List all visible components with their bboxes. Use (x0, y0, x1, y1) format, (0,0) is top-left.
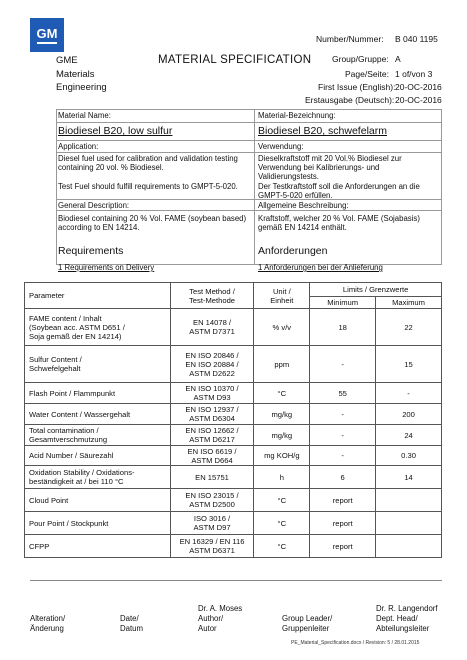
method-text: EN ISO 12937 / (185, 405, 239, 414)
frame-divider (56, 140, 442, 141)
method-text: EN 16329 / EN 116 (179, 537, 245, 546)
col-unit-header-line: Einheit (270, 295, 294, 305)
col-unit-header-line: Unit / (272, 286, 291, 296)
method-text: ASTM D6371 (189, 546, 235, 555)
method-cell (170, 309, 254, 346)
col-min-header: Minimum (310, 297, 376, 309)
max-cell: 200 (376, 404, 442, 425)
frame-column-divider (254, 109, 255, 265)
parameter-cell (25, 309, 171, 346)
min-cell: - (310, 404, 376, 425)
method-text: EN 14078 / (193, 318, 232, 327)
file-reference: PE_Material_Specification.docx / Revision: 5 / 28.01.2015 (291, 640, 420, 646)
anforderungen-subheading: 1 Anforderungen bei der Anlieferung (258, 263, 383, 272)
dept-head-label-de: Abteilungsleiter (376, 624, 430, 633)
unit-cell: mg/kg (254, 404, 310, 425)
parameter-text: Gesamtverschmutzung (29, 435, 108, 444)
parameter-text: Pour Point / Stockpunkt (29, 518, 109, 528)
table-row (25, 489, 442, 512)
general-description-text: Biodiesel containing 20 % Vol. FAME (soybean based) (58, 214, 247, 223)
unit-cell: % v/v (254, 309, 310, 346)
parameter-text: CFPP (29, 541, 50, 551)
parameter-cell (25, 489, 171, 512)
general-description-label: General Description: (58, 201, 130, 210)
method-cell (170, 404, 254, 425)
min-cell: 18 (310, 309, 376, 346)
parameter-text: (Soybean acc. ASTM D651 / (29, 322, 125, 332)
method-cell (170, 446, 254, 466)
max-cell: 15 (376, 346, 442, 383)
author-label: Author/ (198, 614, 224, 623)
table-row (25, 535, 442, 558)
parameter-text: Total contamination / (29, 426, 99, 435)
method-text: ASTM D664 (191, 455, 233, 465)
number-label: Number/Nummer: (316, 34, 384, 44)
col-method-header-line: Test-Methode (189, 295, 236, 305)
max-cell (376, 512, 442, 535)
table-row (25, 512, 442, 535)
number-value: B 040 1195 (395, 34, 438, 44)
alteration-label: Alteration/ (30, 614, 66, 623)
method-cell (170, 425, 254, 446)
parameter-text: Cloud Point (29, 495, 69, 505)
parameter-text: FAME content / Inhalt (29, 313, 102, 323)
method-cell (170, 466, 254, 489)
max-cell (376, 535, 442, 558)
footer-divider (30, 580, 442, 581)
method-text: ASTM D2500 (189, 500, 235, 509)
method-cell (170, 489, 254, 512)
spec-table (24, 282, 442, 558)
department-line2: Engineering (56, 82, 107, 93)
method-cell (170, 383, 254, 404)
alteration-label-de: Änderung (30, 624, 64, 633)
table-row (25, 425, 442, 446)
verwendung-text: Der Testkraftstoff soll die Anforderungen an die (258, 182, 420, 191)
method-text: EN ISO 23015 / (185, 491, 239, 500)
erstausgabe-value: 20-OC-2016 (395, 95, 442, 105)
method-text: ASTM D93 (193, 393, 231, 402)
method-text: EN ISO 12662 / (185, 426, 239, 435)
method-text: EN ISO 20846 / (185, 350, 239, 360)
col-parameter-header: Parameter (25, 283, 171, 309)
parameter-text: Oxidation Stability / Oxidations- (29, 468, 135, 477)
min-cell: - (310, 346, 376, 383)
max-cell (376, 489, 442, 512)
date-label: Date/ (120, 614, 139, 623)
unit-cell: h (254, 466, 310, 489)
table-row (25, 309, 442, 346)
min-cell: report (310, 512, 376, 535)
method-text: EN ISO 10370 / (185, 384, 239, 393)
dept-head-label: Dept. Head/ (376, 614, 418, 623)
page-label: Page/Seite: (345, 69, 389, 79)
application-text: containing 20 vol. % Biodiesel. (58, 163, 164, 172)
bezeichnung-label: Material-Bezeichnung: (258, 111, 336, 120)
unit-cell: mg KOH/g (254, 446, 310, 466)
anforderungen-heading: Anforderungen (258, 245, 328, 257)
col-unit-header (254, 283, 310, 309)
group-leader-label: Group Leader/ (282, 614, 333, 623)
page-title: MATERIAL SPECIFICATION (158, 54, 312, 66)
frame-divider (56, 122, 442, 123)
gm-logo (30, 18, 64, 52)
parameter-text: Soja gemäß der EN 14214) (29, 331, 122, 341)
page-value: 1 of/von 3 (395, 69, 433, 79)
application-text: Diesel fuel used for calibration and validation testing (58, 154, 238, 163)
group-value: A (395, 54, 401, 64)
dept-head-name: Dr. R. Langendorf (376, 604, 438, 613)
method-cell (170, 346, 254, 383)
company-name: GME (56, 55, 78, 66)
method-text: ASTM D7371 (189, 327, 235, 336)
unit-cell: °C (254, 512, 310, 535)
unit-cell: mg/kg (254, 425, 310, 446)
allgemein-label: Allgemeine Beschreibung: (258, 201, 349, 210)
method-text: ASTM D97 (193, 523, 231, 532)
method-text: ASTM D6304 (189, 414, 235, 423)
method-cell (170, 512, 254, 535)
parameter-cell (25, 346, 171, 383)
parameter-cell (25, 466, 171, 489)
first-issue-label: First Issue (English): (318, 82, 396, 92)
group-label: Group/Gruppe: (332, 54, 389, 64)
min-cell: 6 (310, 466, 376, 489)
parameter-cell (25, 383, 171, 404)
method-text: ASTM D6217 (189, 435, 235, 444)
logo-text: GM (36, 26, 58, 41)
col-limits-header: Limits / Grenzwerte (310, 283, 442, 297)
frame-divider (56, 152, 442, 153)
unit-cell: °C (254, 535, 310, 558)
unit-cell: °C (254, 489, 310, 512)
requirements-subheading: 1 Requirements on Delivery (58, 263, 155, 272)
parameter-text: Acid Number / Säurezahl (29, 451, 114, 460)
table-header-row (25, 283, 442, 297)
logo-bar (37, 42, 57, 44)
parameter-cell (25, 404, 171, 425)
group-leader-label-de: Gruppenleiter (282, 624, 330, 633)
parameter-cell (25, 512, 171, 535)
max-cell: 24 (376, 425, 442, 446)
date-label-de: Datum (120, 624, 143, 633)
parameter-text: Water Content / Wassergehalt (29, 409, 131, 419)
application-label: Application: (58, 142, 99, 151)
min-cell: 55 (310, 383, 376, 404)
method-text: EN 15751 (195, 472, 229, 482)
col-method-header-line: Test Method / (189, 286, 235, 296)
allgemein-text: gemäß EN 14214 enthält. (258, 223, 347, 232)
allgemein-text: Kraftstoff, welcher 20 % Vol. FAME (Sojabasis) (258, 214, 420, 223)
col-max-header: Maximum (376, 297, 442, 309)
min-cell: - (310, 446, 376, 466)
verwendung-text: Validierungstests. (258, 172, 319, 181)
min-cell: report (310, 489, 376, 512)
table-row (25, 346, 442, 383)
parameter-cell (25, 535, 171, 558)
application-text: Test Fuel should fulfill requirements to GMPT-5-020. (58, 182, 238, 191)
parameter-text: Schwefelgehalt (29, 364, 81, 373)
method-text: EN ISO 6619 / (187, 446, 237, 456)
parameter-text: Sulfur Content / (29, 355, 82, 364)
max-cell: - (376, 383, 442, 404)
author-label-de: Autor (198, 624, 217, 633)
table-row (25, 404, 442, 425)
table-row (25, 383, 442, 404)
author-name: Dr. A. Moses (198, 604, 243, 613)
min-cell: report (310, 535, 376, 558)
erstausgabe-label: Erstausgabe (Deutsch): (305, 95, 395, 105)
min-cell: - (310, 425, 376, 446)
first-issue-value: 20-OC-2016 (395, 82, 442, 92)
requirements-heading: Requirements (58, 245, 124, 257)
parameter-text: Flash Point / Flammpunkt (29, 388, 116, 398)
verwendung-text: Verwendung bei Kalibrierungs- und (258, 163, 380, 172)
table-row (25, 466, 442, 489)
verwendung-text: GMPT-5-020 erfüllen. (258, 191, 333, 200)
max-cell: 14 (376, 466, 442, 489)
verwendung-label: Verwendung: (258, 142, 304, 151)
unit-cell: ppm (254, 346, 310, 383)
frame-divider (56, 199, 442, 200)
material-name-label: Material Name: (58, 111, 111, 120)
department-line1: Materials (56, 69, 95, 80)
parameter-cell (25, 446, 171, 466)
max-cell: 22 (376, 309, 442, 346)
general-description-text: according to EN 14214. (58, 223, 140, 232)
col-method-header (170, 283, 254, 309)
verwendung-text: Dieselkraftstoff mit 20 Vol.% Biodiesel zur (258, 154, 402, 163)
material-name-value: Biodiesel B20, low sulfur (58, 125, 173, 137)
method-text: ASTM D2622 (189, 368, 235, 378)
bezeichnung-value: Biodiesel B20, schwefelarm (258, 125, 387, 137)
parameter-text: beständigkeit at / bei 110 °C (29, 477, 124, 486)
max-cell: 0.30 (376, 446, 442, 466)
method-cell (170, 535, 254, 558)
table-row (25, 446, 442, 466)
method-text: ISO 3016 / (193, 514, 231, 523)
unit-cell: °C (254, 383, 310, 404)
method-text: EN ISO 20884 / (185, 359, 239, 369)
parameter-cell (25, 425, 171, 446)
